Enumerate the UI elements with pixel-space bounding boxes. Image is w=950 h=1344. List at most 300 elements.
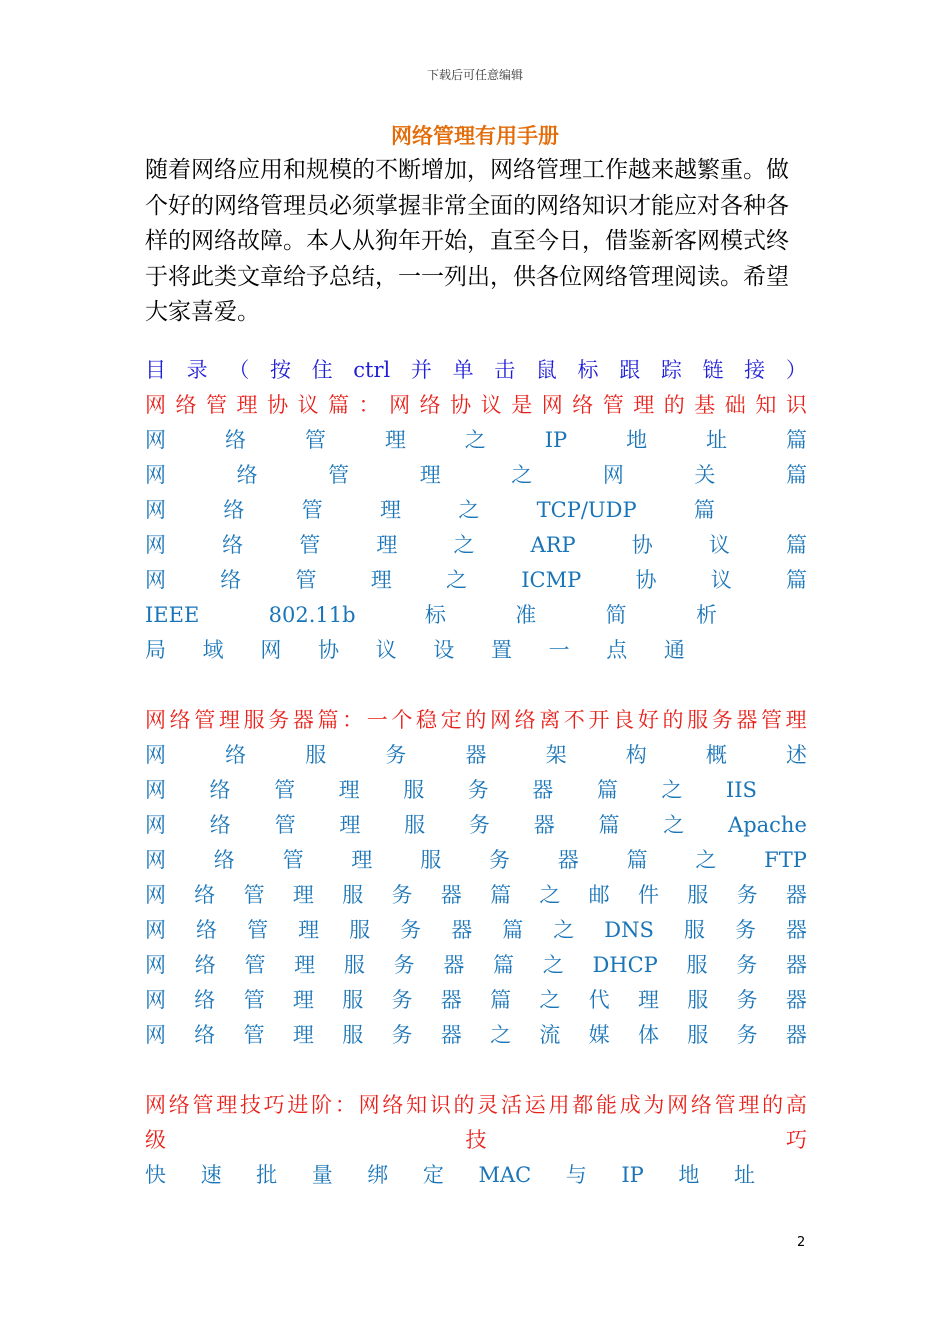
text-token: 知 [406,1093,428,1117]
toc-link[interactable] [145,423,807,458]
text-token: 网 [541,393,563,417]
toc-spacer [145,668,807,703]
text-token: 务 [736,1023,758,1047]
text-token: TCP/UDP [536,498,637,522]
text-token: 器 [440,1023,462,1047]
text-token: 务 [391,988,413,1012]
text-token: 务 [393,953,415,977]
text-token: 级 [145,1128,166,1152]
text-token: 篇 [598,813,620,837]
text-token: 篇 [596,778,618,802]
text-token: 用 [548,1093,570,1117]
text-token: 服 [687,708,709,732]
text-token: 络 [220,568,242,592]
text-token: IEEE [145,603,200,627]
text-token: 速 [200,1163,222,1187]
text-token: 设 [433,638,455,662]
text-token: 与 [565,1163,587,1187]
text-token: 服 [420,848,442,872]
text-token: 阶 [311,1093,333,1117]
text-token: 器 [557,848,579,872]
text-token: 络 [213,848,235,872]
header-note: 下载后可任意编辑 [426,68,523,82]
text-token: 器 [785,883,807,907]
text-token: 篇 [785,463,807,487]
text-token: 篇 [493,953,515,977]
text-token: 网 [145,568,166,592]
text-token: 网 [145,498,166,522]
text-token: 网 [602,463,624,487]
text-token: 理 [292,1023,314,1047]
text-token: 篇 [490,988,512,1012]
text-token: 器 [785,1023,807,1047]
text-token: 置 [490,638,512,662]
text-token: 协 [631,533,653,557]
text-token: 目 [145,358,166,382]
text-token: 网 [145,463,166,487]
toc-link[interactable] [145,773,757,808]
text-token: 服 [687,1023,709,1047]
text-token: ARP [530,533,576,557]
text-token: 理 [292,988,314,1012]
text-token: 网 [145,708,166,732]
text-token: 巧 [786,1128,807,1152]
text-token: 议 [480,393,502,417]
intro-line: 随着网络应用和规模的不断增加，网络管理工作越来越繁重。做 [145,157,789,183]
text-token: DNS [604,918,654,942]
text-token: 理 [384,428,406,452]
text-token: 都 [572,1093,594,1117]
toc-spacer [145,1053,807,1088]
text-token: 是 [511,393,533,417]
text-token: 网 [145,743,166,767]
text-token: 管 [282,848,304,872]
text-token: 络 [209,813,231,837]
text-token: 地 [678,1163,700,1187]
text-token: 管 [243,988,265,1012]
toc-link[interactable] [145,493,715,528]
toc-heading [145,353,807,388]
text-token: 协 [317,638,339,662]
text-token: 网 [145,1023,166,1047]
text-token: 述 [786,743,807,767]
text-token: 地 [626,428,648,452]
text-token: 的 [453,1093,475,1117]
text-token: 服 [403,778,425,802]
text-token: DHCP [592,953,658,977]
text-token: 之 [539,883,561,907]
text-token: 鼠 [535,358,557,382]
text-token: ： [334,1093,356,1117]
text-token: 之 [490,1023,512,1047]
text-token: 快 [145,1163,166,1187]
text-token: 管 [244,953,266,977]
toc-section-title [145,1088,807,1123]
text-token: 体 [637,1023,659,1047]
text-token: 务 [268,708,290,732]
text-token: 务 [400,918,422,942]
text-token: 管 [247,918,269,942]
text-token: 服 [243,708,265,732]
text-token: 识 [785,393,807,417]
text-token: 之 [663,813,685,837]
text-token: 单 [452,358,474,382]
text-token: 器 [440,988,462,1012]
text-token: 之 [542,953,564,977]
toc-link[interactable] [145,983,807,1018]
text-token: 器 [440,883,462,907]
text-token: 网 [389,393,411,417]
toc-link[interactable] [145,598,717,633]
text-token: 篇 [785,428,807,452]
text-token: 协 [267,393,289,417]
text-token: 量 [311,1163,333,1187]
text-token: 服 [305,743,327,767]
text-token: 基 [694,393,716,417]
text-token: 络 [175,393,197,417]
text-token: 网 [489,708,511,732]
toc-link[interactable] [145,458,807,493]
text-token: FTP [764,848,807,872]
text-token: 定 [440,708,462,732]
text-token: 管 [328,463,350,487]
text-token: 个 [391,708,413,732]
text-token: 按 [269,358,291,382]
text-token: 务 [468,813,490,837]
toc-link[interactable] [145,808,807,843]
toc-section-title [145,703,807,738]
text-token: 器 [451,918,473,942]
text-token: 务 [488,848,510,872]
text-token: 础 [724,393,746,417]
text-token: 络 [236,463,258,487]
text-token: 理 [236,393,258,417]
text-token: 媒 [588,1023,610,1047]
text-token: 架 [545,743,567,767]
text-token: 理 [379,498,401,522]
text-token: 域 [202,638,224,662]
text-token: 器 [785,953,807,977]
text-token: ICMP [521,568,582,592]
text-token: 网 [145,988,166,1012]
text-token: 好 [637,708,659,732]
text-token: 协 [450,393,472,417]
text-token: 之 [695,848,717,872]
text-token: 络 [194,883,216,907]
text-token: 器 [465,743,487,767]
text-token: 理 [370,568,392,592]
text-token: 务 [736,953,758,977]
text-token: 器 [292,708,314,732]
text-token: 管 [761,708,783,732]
text-token: 巧 [263,1093,285,1117]
toc-section-title [145,1123,807,1158]
text-token: 802.11b [268,603,356,627]
text-token: 之 [539,988,561,1012]
text-token: 不 [563,708,585,732]
text-token: 服 [687,883,709,907]
text-token: 网 [260,638,282,662]
text-token: 址 [706,428,727,452]
text-token: 技 [239,1093,261,1117]
text-token: 议 [375,638,397,662]
text-token: 务 [391,883,413,907]
text-token: 篇 [693,498,715,522]
text-token: 器 [736,708,758,732]
text-token: 管 [602,393,624,417]
toc-link[interactable] [145,1018,807,1053]
text-token: MAC [478,1163,532,1187]
text-token: 网 [145,778,166,802]
toc-section-title [145,388,807,423]
text-token: 知 [755,393,777,417]
text-token: 件 [637,883,659,907]
text-token: Apache [728,813,807,837]
text-token: 管 [243,883,265,907]
text-token: 技 [465,1128,487,1152]
text-token: 准 [515,603,537,627]
text-token: 理 [292,883,314,907]
text-token: 链 [702,358,724,382]
toc-link[interactable] [145,913,807,948]
text-token: 管 [714,1093,736,1117]
toc-link[interactable] [145,563,807,598]
text-token: ： [342,708,364,732]
text-token: 识 [429,1093,451,1117]
text-token: 网 [145,813,166,837]
text-token: 务 [734,918,756,942]
text-token: 服 [342,1023,364,1047]
text-token: 服 [342,988,364,1012]
text-token: 络 [169,708,191,732]
text-token: 理 [218,708,240,732]
text-token: 网 [667,1093,689,1117]
text-token: 络 [690,1093,712,1117]
toc-link[interactable] [145,843,807,878]
text-token: 构 [625,743,647,767]
text-token: 络 [209,778,231,802]
text-token: 网 [145,533,166,557]
text-token: 高 [785,1093,807,1117]
text-token: 绑 [367,1163,389,1187]
text-token: ctrl [353,358,391,382]
text-token: 邮 [588,883,610,907]
text-token: 离 [539,708,561,732]
text-token: 络 [382,1093,404,1117]
text-token: 络 [419,393,441,417]
text-token: 络 [196,918,218,942]
text-token: 流 [539,1023,561,1047]
text-token: 服 [683,918,705,942]
text-token: 理 [633,393,655,417]
text-token: 服 [687,988,709,1012]
toc-link[interactable] [145,948,807,983]
text-token: 活 [501,1093,523,1117]
text-token: 的 [762,1093,784,1117]
text-token: 络 [194,1023,216,1047]
text-token: 管 [194,708,216,732]
text-token: IP [544,428,568,452]
text-token: 理 [338,778,360,802]
text-token: 器 [785,918,807,942]
text-token: 篇 [317,708,339,732]
text-token: 络 [222,533,244,557]
text-token: 简 [605,603,627,627]
text-token: 批 [256,1163,278,1187]
text-token: 之 [553,918,575,942]
text-token: 议 [297,393,319,417]
text-token: 的 [662,708,684,732]
text-token: 网 [145,428,166,452]
text-token: （ [228,358,250,382]
text-token: 网 [145,848,166,872]
text-token: 代 [588,988,610,1012]
text-token: 概 [705,743,727,767]
text-token: 务 [391,1023,413,1047]
text-token: ： [358,393,380,417]
text-token: 运 [524,1093,546,1117]
text-token: 理 [351,848,373,872]
text-token: 网 [145,918,166,942]
text-token: 器 [443,953,465,977]
text-token: 络 [223,498,245,522]
text-token: 理 [216,1093,238,1117]
text-token: 一 [366,708,388,732]
text-token: 址 [733,1163,755,1187]
text-token: 络 [194,988,216,1012]
text-token: 络 [168,1093,190,1117]
text-token: 理 [738,1093,760,1117]
table-of-contents [145,353,807,1193]
text-token: 标 [424,603,446,627]
text-token: 关 [694,463,716,487]
text-token: 管 [299,533,321,557]
text-token: 能 [595,1093,617,1117]
text-token: 络 [514,708,536,732]
text-token: 器 [532,778,554,802]
text-token: 理 [339,813,361,837]
text-token: 理 [294,953,316,977]
toc-link[interactable] [145,878,807,913]
intro-line: 样的网络故障。本人从狗年开始，直至今日，借鉴新客网模式终 [145,228,789,254]
toc-link[interactable] [145,738,807,773]
text-token: 进 [287,1093,309,1117]
text-token: 开 [588,708,610,732]
text-token: 议 [708,533,730,557]
text-token: 网 [145,393,166,417]
text-token: 服 [686,953,708,977]
text-token: 良 [613,708,635,732]
text-token: 点 [606,638,628,662]
text-token: 局 [145,638,166,662]
text-token: 之 [464,428,486,452]
text-token: 篇 [502,918,524,942]
text-token: IIS [725,778,757,802]
text-token: 管 [274,778,296,802]
text-token: ） [785,358,807,382]
text-token: 服 [342,883,364,907]
text-token: 器 [533,813,555,837]
text-token: 器 [785,988,807,1012]
text-token: 务 [736,988,758,1012]
text-token: 管 [243,1023,265,1047]
text-token: 网 [145,1093,166,1117]
text-token: 定 [422,1163,444,1187]
toc-link[interactable] [145,633,685,668]
text-token: 之 [458,498,480,522]
text-token: 为 [643,1093,665,1117]
text-token: 网 [145,953,166,977]
text-token: 并 [410,358,432,382]
text-token: 之 [453,533,475,557]
text-token: 踪 [660,358,682,382]
text-token: IP [621,1163,644,1187]
text-token: 理 [419,463,441,487]
text-token: 通 [663,638,685,662]
text-token: 篇 [786,568,807,592]
text-token: 住 [311,358,333,382]
document-title: 网络管理有用手册 [391,124,559,148]
text-token: 篇 [626,848,648,872]
text-token: 协 [635,568,657,592]
text-token: 的 [663,393,685,417]
text-token: 络 [224,428,246,452]
text-token: 服 [404,813,426,837]
text-token: 篇 [785,533,807,557]
text-token: 理 [298,918,320,942]
text-token: 理 [637,988,659,1012]
text-token: 管 [206,393,228,417]
text-token: 务 [736,883,758,907]
text-token: 灵 [477,1093,499,1117]
text-token: 之 [446,568,467,592]
text-token: 络 [225,743,247,767]
text-token: 成 [619,1093,641,1117]
text-token: 络 [572,393,594,417]
text-token: 务 [467,778,489,802]
text-token: 理 [376,533,398,557]
text-token: 服 [349,918,371,942]
toc-link[interactable] [145,1158,755,1193]
text-token: 析 [695,603,717,627]
page-number: 2 [797,1235,806,1250]
intro-line: 大家喜爱。 [145,299,260,325]
text-token: 络 [194,953,216,977]
text-token: 务 [711,708,733,732]
toc-link[interactable] [145,528,807,563]
text-token: 网 [145,883,166,907]
text-token: 管 [301,498,323,522]
text-token: 跟 [619,358,641,382]
intro-line: 于将此类文章给予总结，一一列出，供各位网络管理阅读。希望 [145,263,789,290]
text-token: 击 [494,358,516,382]
text-token: 接 [744,358,766,382]
text-token: 的 [465,708,487,732]
text-token: 务 [385,743,407,767]
text-token: 管 [192,1093,214,1117]
text-token: 管 [304,428,326,452]
text-token: 标 [577,358,599,382]
text-token: 稳 [416,708,438,732]
text-token: 之 [661,778,683,802]
intro-paragraph [145,153,809,331]
text-token: 管 [295,568,317,592]
text-token: 一 [548,638,570,662]
text-token: 服 [343,953,365,977]
text-token: 篇 [328,393,350,417]
text-token: 之 [511,463,533,487]
text-token: 议 [710,568,732,592]
